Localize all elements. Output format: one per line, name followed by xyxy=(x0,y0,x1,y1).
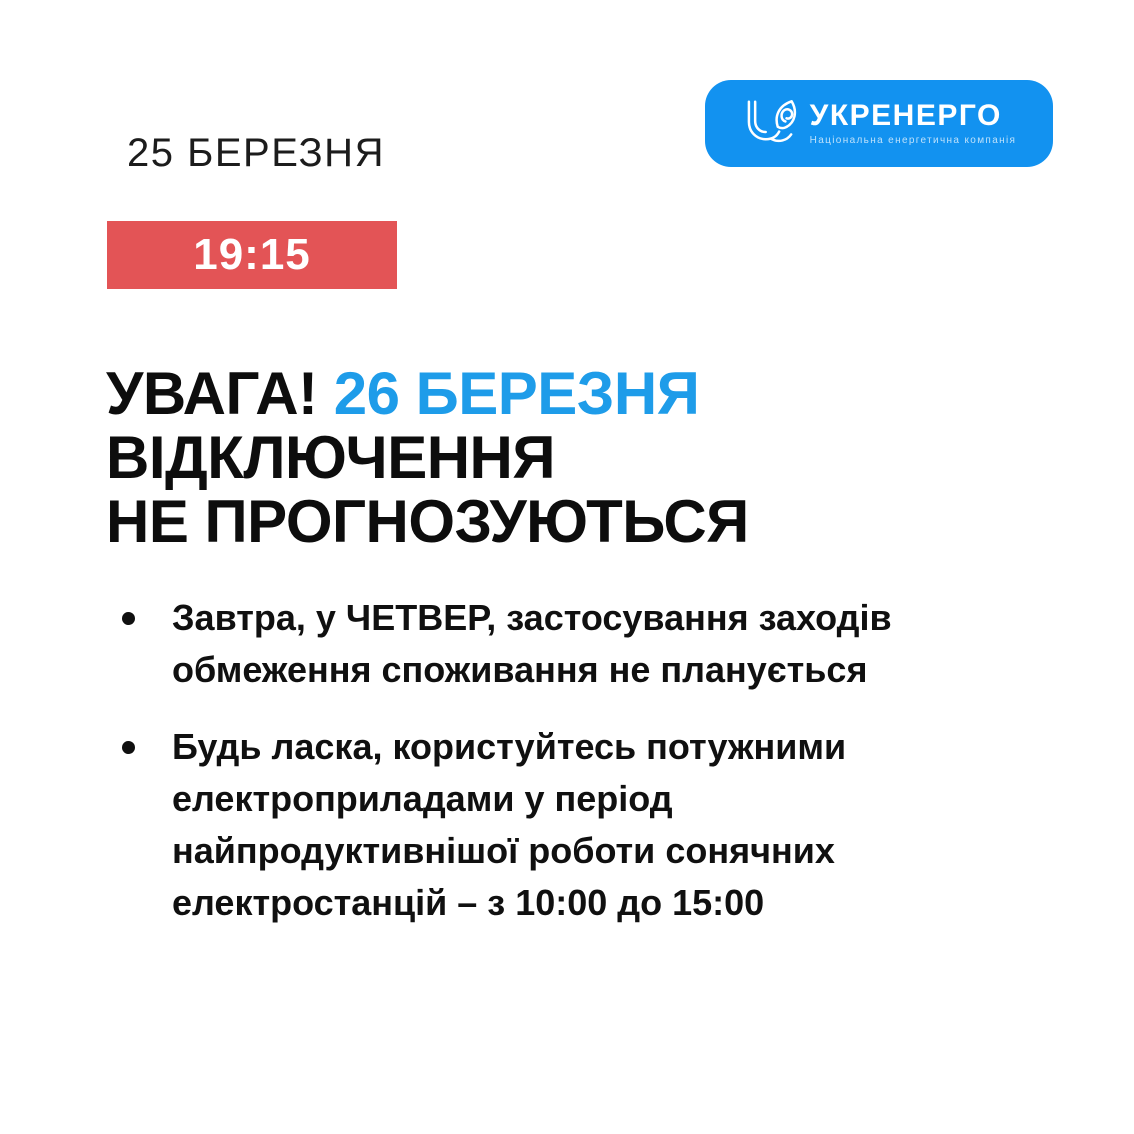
list-item xyxy=(107,592,952,696)
headline-date-highlight: 26 БЕРЕЗНЯ xyxy=(333,360,700,427)
bullet-icon xyxy=(122,612,135,625)
bullet-list xyxy=(107,592,952,954)
logo-tagline: Національна енергетична компанія xyxy=(809,135,1017,146)
bullet-icon xyxy=(122,741,135,754)
list-item xyxy=(107,721,952,929)
bullet-text: Будь ласка, користуйтесь потужними електроприладами у період найпродуктивнішої роботи сонячних електростанцій – з 10:00 до 15:00 xyxy=(172,726,847,923)
headline-attention: УВАГА! xyxy=(106,360,318,427)
ukrenergo-u-leaf-monogram-icon xyxy=(742,97,800,150)
logo-text-block xyxy=(810,101,1017,146)
logo-company-name: УКРЕНЕРГО xyxy=(809,99,1002,132)
post-time: 19:15 xyxy=(193,230,311,279)
time-banner xyxy=(107,221,397,289)
headline xyxy=(106,362,1006,554)
headline-line2: ВІДКЛЮЧЕННЯ xyxy=(106,424,556,491)
headline-line3: НЕ ПРОГНОЗУЮТЬСЯ xyxy=(106,488,749,555)
bullet-text: Завтра, у ЧЕТВЕР, застосування заходів обмеження споживання не планується xyxy=(172,597,892,690)
post-date: 25 БЕРЕЗНЯ xyxy=(127,131,385,175)
ukrenergo-logo xyxy=(705,80,1053,167)
